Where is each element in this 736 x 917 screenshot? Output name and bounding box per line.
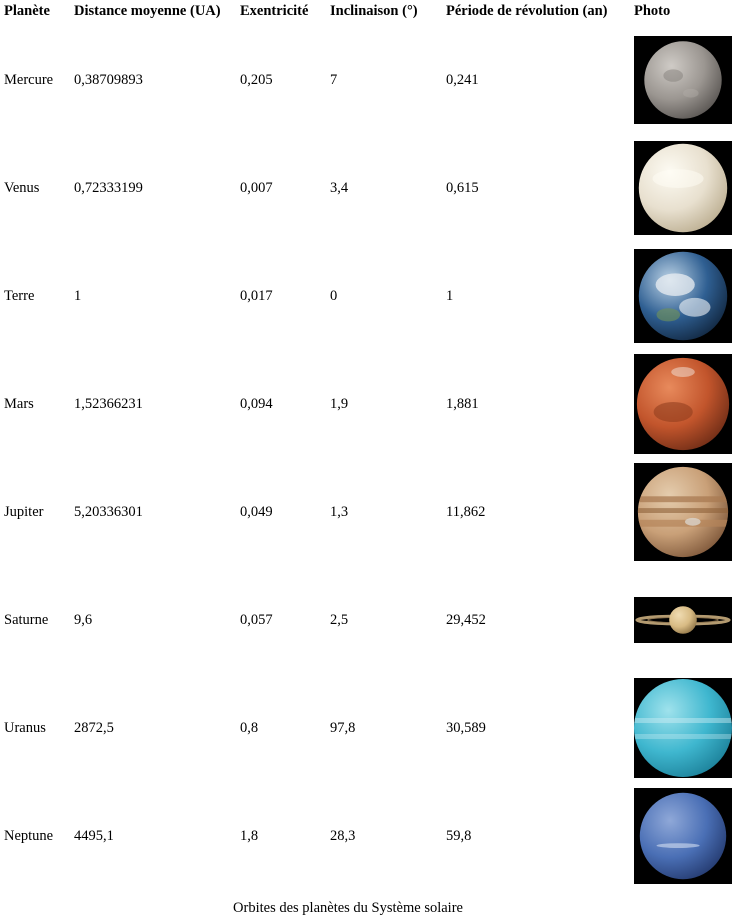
header-period: Période de révolution (an) [446,3,608,19]
cell-inclination: 2,5 [330,611,349,628]
cell-inclination: 1,3 [330,503,349,520]
header-planet: Planète [4,3,50,19]
cell-period: 59,8 [446,827,472,844]
cell-distance: 0,38709893 [74,71,143,88]
table-row [0,26,736,134]
table-row [0,674,736,782]
cell-distance: 4495,1 [74,827,114,844]
cell-planet: Neptune [4,827,54,844]
cell-inclination: 97,8 [330,719,356,736]
header-photo: Photo [634,3,671,19]
table-row [0,566,736,674]
table-row [0,242,736,350]
cell-period: 29,452 [446,611,486,628]
table-caption: Orbites des planètes du Système solaire [233,900,463,916]
cell-inclination: 28,3 [330,827,356,844]
cell-photo [630,458,736,566]
cell-planet: Terre [4,287,35,304]
cell-period: 0,615 [446,179,479,196]
cell-planet: Uranus [4,719,46,736]
table-row [0,134,736,242]
table-header [0,0,736,26]
venus-photo [634,141,732,235]
earth-photo [634,249,732,343]
cell-planet: Venus [4,179,40,196]
table-row [0,782,736,890]
table-row [0,350,736,458]
cell-photo [630,26,736,134]
header-eccentricity: Exentricité [240,3,309,19]
cell-period: 11,862 [446,503,486,520]
cell-planet: Mercure [4,71,54,88]
cell-photo [630,674,736,782]
cell-inclination: 3,4 [330,179,349,196]
cell-distance: 2872,5 [74,719,114,736]
cell-period: 1 [446,287,454,304]
cell-eccentricity: 0,094 [240,395,273,412]
cell-eccentricity: 0,8 [240,719,259,736]
cell-eccentricity: 1,8 [240,827,259,844]
cell-distance: 5,20336301 [74,503,143,520]
cell-photo [630,782,736,890]
cell-planet: Jupiter [4,503,44,520]
cell-inclination: 7 [330,71,338,88]
cell-photo [630,242,736,350]
uranus-photo [634,678,732,778]
cell-photo [630,566,736,674]
neptune-photo [634,788,732,884]
cell-eccentricity: 0,205 [240,71,273,88]
header-inclination: Inclinaison (°) [330,3,418,19]
cell-eccentricity: 0,007 [240,179,273,196]
cell-period: 1,881 [446,395,479,412]
cell-eccentricity: 0,017 [240,287,273,304]
cell-planet: Saturne [4,611,49,628]
cell-distance: 0,72333199 [74,179,143,196]
jupiter-photo [634,463,732,561]
cell-photo [630,350,736,458]
cell-distance: 1,52366231 [74,395,143,412]
cell-eccentricity: 0,057 [240,611,273,628]
cell-period: 0,241 [446,71,479,88]
cell-period: 30,589 [446,719,486,736]
saturn-photo [634,597,732,643]
cell-inclination: 1,9 [330,395,349,412]
cell-inclination: 0 [330,287,338,304]
cell-photo [630,134,736,242]
header-distance: Distance moyenne (UA) [74,3,221,19]
cell-planet: Mars [4,395,34,412]
cell-distance: 1 [74,287,82,304]
mars-photo [634,354,732,454]
mercury-photo [634,36,732,124]
table-header-row [0,0,736,26]
cell-distance: 9,6 [74,611,93,628]
table-body [0,26,736,890]
table-row [0,458,736,566]
cell-eccentricity: 0,049 [240,503,273,520]
